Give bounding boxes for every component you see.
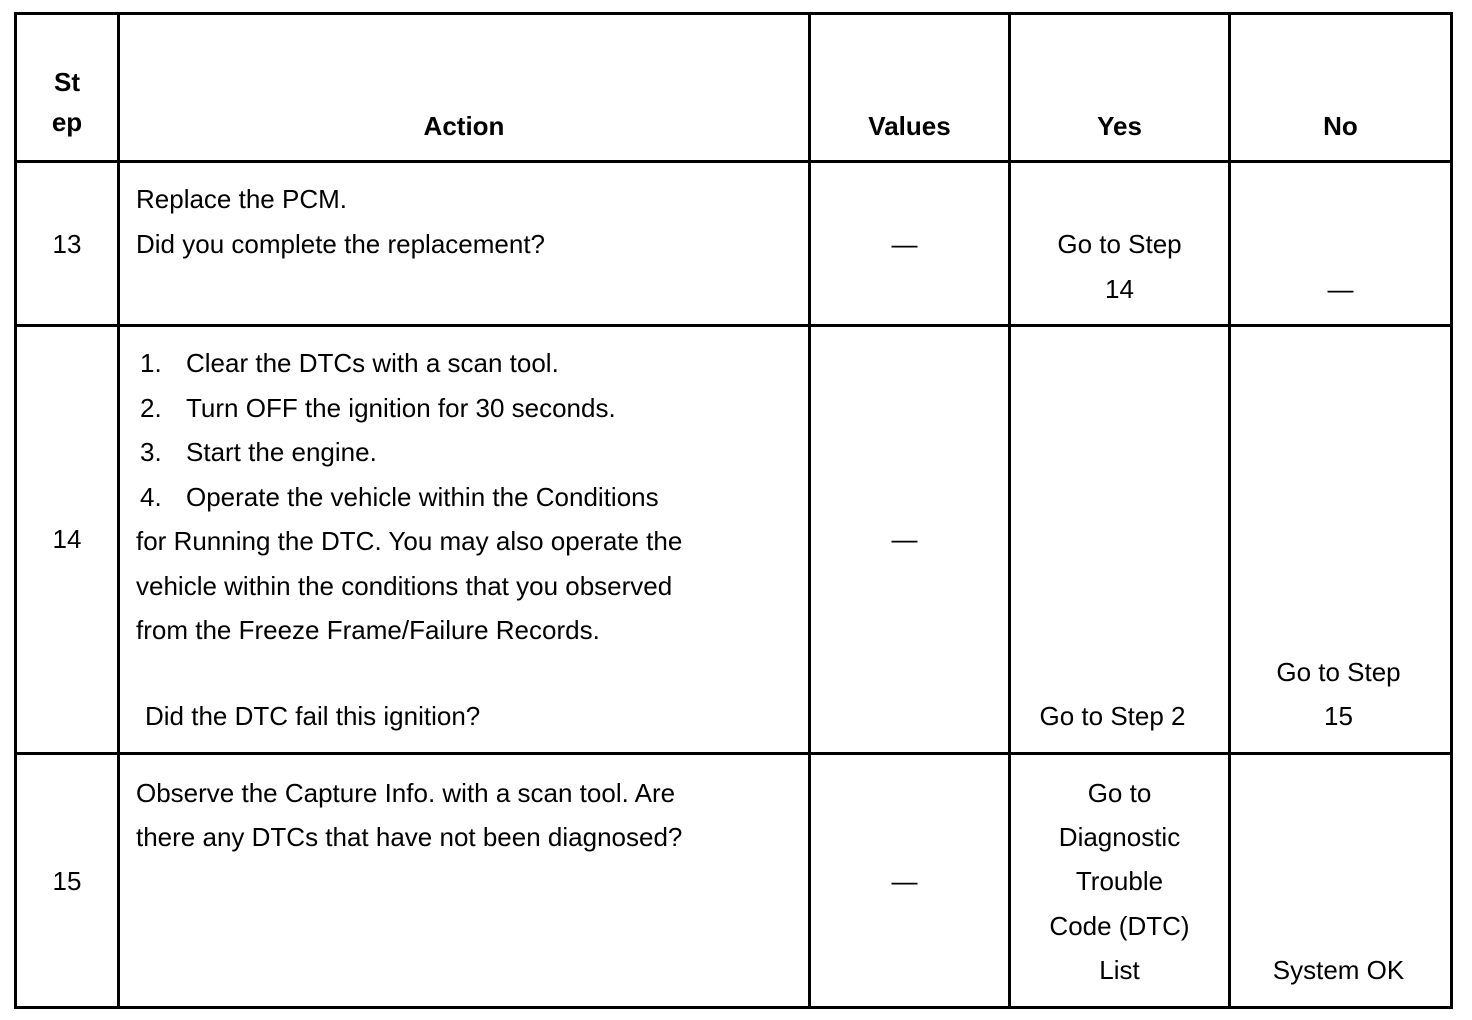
yes-cell [1010, 162, 1230, 326]
yes-line: Go to Step [1057, 229, 1182, 259]
yes-text: Go to Step 2 [1039, 701, 1186, 731]
header-step [16, 14, 119, 162]
yes-line: Go to [1087, 778, 1152, 808]
list-item [140, 348, 559, 378]
action-cell [119, 754, 810, 1008]
action-question: Did the DTC fail this ignition? [145, 701, 481, 731]
header-row [16, 14, 1452, 162]
list-text: Turn OFF the ignition for 30 seconds. [186, 393, 616, 423]
yes-line: 14 [1105, 274, 1134, 304]
no-cell [1230, 326, 1452, 754]
list-number: 2. [140, 393, 162, 423]
yes-line: Diagnostic [1058, 822, 1181, 852]
step-number: 15 [52, 866, 82, 896]
no-text: System OK [1272, 955, 1405, 985]
no-cell [1230, 754, 1452, 1008]
action-line: Observe the Capture Info. with a scan tool. Are [136, 778, 676, 808]
list-text: Operate the vehicle within the Conditions [186, 482, 659, 512]
action-line: there any DTCs that have not been diagnosed? [136, 822, 683, 852]
header-values: Values [810, 14, 1010, 162]
list-number: 4. [140, 482, 162, 512]
step-number: 13 [52, 229, 82, 259]
yes-line: Trouble [1075, 866, 1164, 896]
step-cell [16, 754, 119, 1008]
list-number: 1. [140, 348, 162, 378]
values-cell [810, 162, 1010, 326]
list-item [140, 482, 659, 512]
values-text: — [891, 524, 918, 554]
header-action: Action [119, 14, 810, 162]
header-step-line-1: St [54, 67, 80, 97]
action-cell [119, 326, 810, 754]
action-line: for Running the DTC. You may also operate the [136, 526, 683, 556]
list-text: Clear the DTCs with a scan tool. [186, 348, 559, 378]
step-cell [16, 162, 119, 326]
action-line: from the Freeze Frame/Failure Records. [136, 615, 600, 645]
yes-cell [1010, 326, 1230, 754]
yes-cell [1010, 754, 1230, 1008]
no-line: Go to Step [1276, 657, 1401, 687]
step-number: 14 [52, 524, 82, 554]
list-item [140, 393, 616, 423]
header-yes: Yes [1010, 14, 1230, 162]
no-line: 15 [1324, 701, 1353, 731]
diagnostic-table [14, 12, 1453, 1009]
yes-line: List [1099, 955, 1140, 985]
no-cell [1230, 162, 1452, 326]
header-step-line-2: ep [51, 107, 83, 137]
values-text: — [891, 866, 918, 896]
values-cell [810, 754, 1010, 1008]
list-number: 3. [140, 437, 162, 467]
action-line: Replace the PCM. [136, 184, 347, 214]
action-line: vehicle within the conditions that you observed [136, 571, 673, 601]
values-text: — [891, 229, 918, 259]
table-row [16, 326, 1452, 754]
list-item [140, 437, 377, 467]
list-text: Start the engine. [186, 437, 377, 467]
table-row [16, 754, 1452, 1008]
header-no: No [1230, 14, 1452, 162]
action-line: Did you complete the replacement? [136, 229, 546, 259]
yes-line: Code (DTC) [1049, 911, 1190, 941]
no-text: — [1327, 274, 1354, 304]
table-row [16, 162, 1452, 326]
step-cell [16, 326, 119, 754]
action-cell [119, 162, 810, 326]
values-cell [810, 326, 1010, 754]
